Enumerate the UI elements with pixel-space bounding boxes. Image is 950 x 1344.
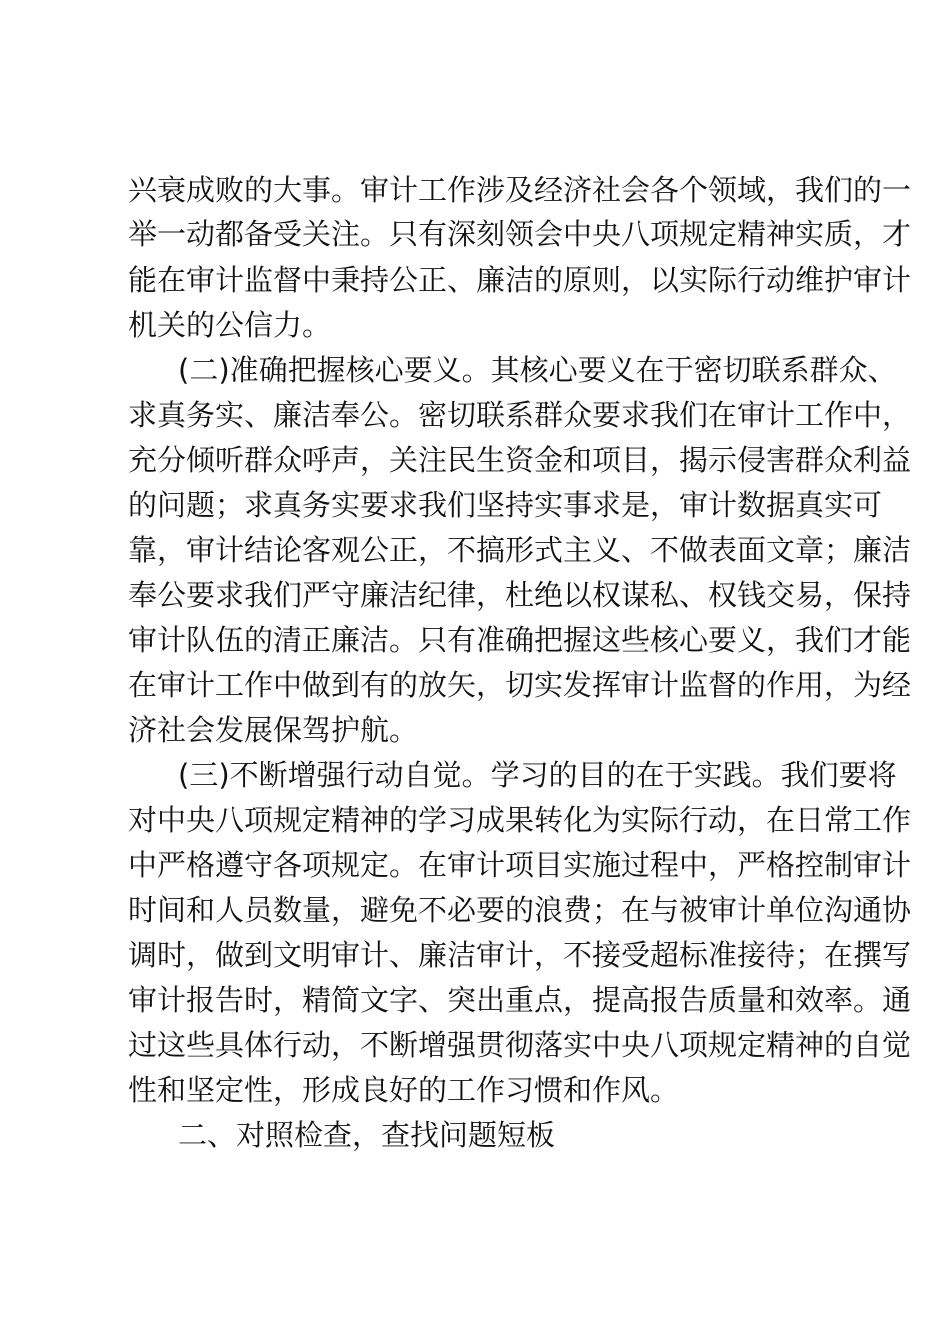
text-line: 过这些具体行动，不断增强贯彻落实中央八项规定精神的自觉 (128, 1028, 912, 1062)
section-heading: 二、对照检查，查找问题短板 (178, 1118, 556, 1152)
text-line: 靠，审计结论客观公正，不搞形式主义、不做表面文章；廉洁 (128, 533, 912, 567)
text-line: 举一动都备受关注。只有深刻领会中央八项规定精神实质，才 (128, 217, 912, 251)
text-line: 的问题；求真务实要求我们坚持实事求是，审计数据真实可 (128, 488, 883, 522)
text-line: 充分倾听群众呼声，关注民生资金和项目，揭示侵害群众利益 (128, 443, 912, 477)
text-line: 机关的公信力。 (128, 308, 332, 342)
text-line: 济社会发展保驾护航。 (128, 713, 419, 747)
paragraph-start-line: (三)不断增强行动自觉。学习的目的在于实践。我们要将 (178, 758, 897, 792)
text-line: 兴衰成败的大事。审计工作涉及经济社会各个领域，我们的一 (128, 173, 912, 207)
text-line: 调时，做到文明审计、廉洁审计，不接受超标准接待；在撰写 (128, 938, 912, 972)
text-line: 在审计工作中做到有的放矢，切实发挥审计监督的作用，为经 (128, 668, 912, 702)
text-line: 审计队伍的清正廉洁。只有准确把握这些核心要义，我们才能 (128, 623, 912, 657)
text-line: 性和坚定性，形成良好的工作习惯和作风。 (128, 1073, 680, 1107)
text-line: 时间和人员数量，避免不必要的浪费；在与被审计单位沟通协 (128, 893, 912, 927)
paragraph-start-line: (二)准确把握核心要义。其核心要义在于密切联系群众、 (178, 353, 897, 387)
text-line: 求真务实、廉洁奉公。密切联系群众要求我们在审计工作中， (128, 398, 912, 432)
text-line: 奉公要求我们严守廉洁纪律，杜绝以权谋私、权钱交易，保持 (128, 578, 912, 612)
text-line: 中严格遵守各项规定。在审计项目实施过程中，严格控制审计 (128, 848, 912, 882)
text-line: 能在审计监督中秉持公正、廉洁的原则，以实际行动维护审计 (128, 263, 912, 297)
text-line: 审计报告时，精简文字、突出重点，提高报告质量和效率。通 (128, 983, 912, 1017)
text-line: 对中央八项规定精神的学习成果转化为实际行动，在日常工作 (128, 803, 912, 837)
